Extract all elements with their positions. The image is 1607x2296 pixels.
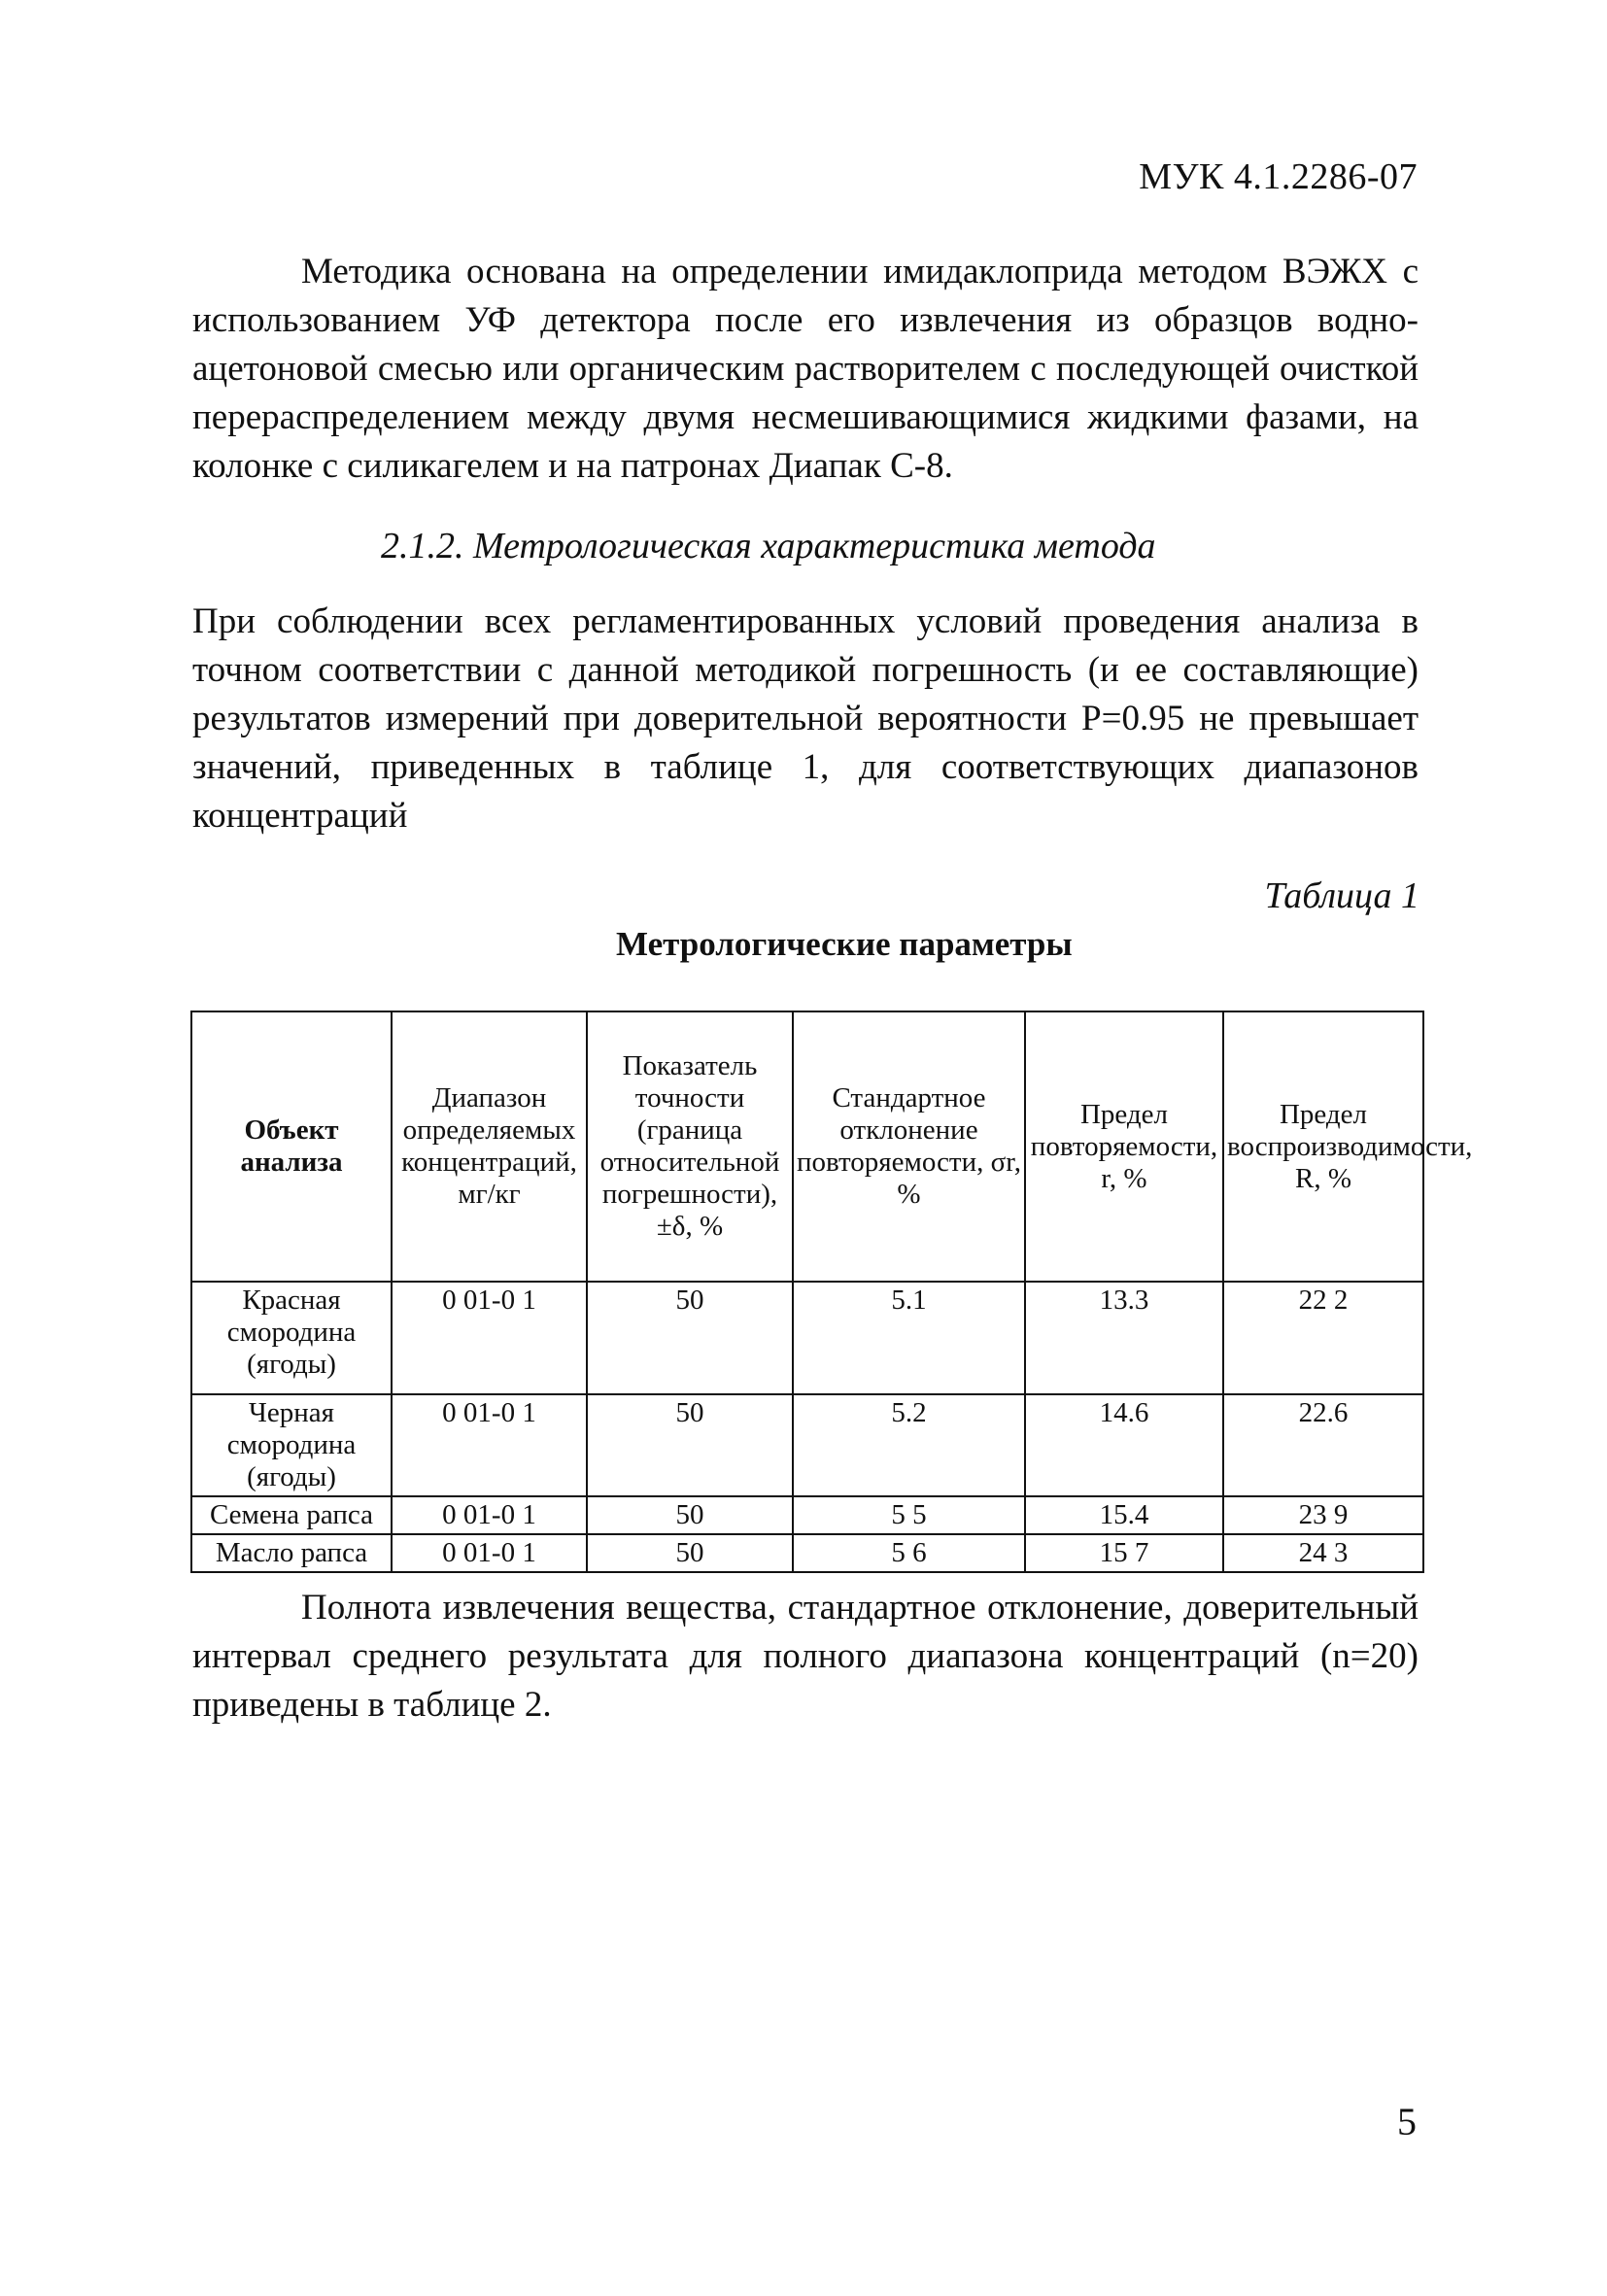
cell-object: Масло рапса [191, 1534, 392, 1572]
cell-repeat-limit: 14.6 [1025, 1394, 1223, 1496]
cell-reprod-limit: 23 9 [1223, 1496, 1423, 1534]
cell-range: 0 01-0 1 [392, 1282, 587, 1394]
table-row [191, 1534, 1423, 1572]
cell-range: 0 01-0 1 [392, 1534, 587, 1572]
metrological-parameters-table [190, 1011, 1473, 1573]
header-object: Объект анализа [191, 1011, 392, 1282]
cell-accuracy: 50 [587, 1534, 793, 1572]
cell-reprod-limit: 22.6 [1223, 1394, 1423, 1496]
cell-accuracy: 50 [587, 1394, 793, 1496]
recovery-paragraph: Полнота извлечения вещества, стандартное отклонение, доверительный интервал среднего результата для полного диапазона концентраций (n=20) приведены в таблице 2. [192, 1588, 1419, 1725]
conditions-paragraph: При соблюдении всех регламентированных условий проведения анализа в точном соответствии с данной методикой погрешность (и ее составляющие) результатов измерений при доверительной вероятности Р=0.95 не превышает значений, приведенных в таблице 1, для соответствующих диапазонов концентраций [192, 601, 1419, 836]
header-reprod-limit: Предел воспроизводимости, R, % [1223, 1011, 1423, 1282]
cell-reprod-limit: 24 3 [1223, 1534, 1423, 1572]
table-header-row [191, 1011, 1423, 1282]
table-title: Метрологические параметры [616, 925, 1073, 963]
table-row [191, 1282, 1423, 1394]
cell-object: Черная смородина (ягоды) [191, 1394, 392, 1496]
cell-repeat-limit: 15.4 [1025, 1496, 1223, 1534]
table-row [191, 1394, 1423, 1496]
table-row [191, 1496, 1423, 1534]
page-number: 5 [1397, 2100, 1417, 2143]
cell-std-dev: 5 6 [793, 1534, 1025, 1572]
header-repeat-limit: Предел повторяемости, r, % [1025, 1011, 1223, 1282]
header-range: Диапазон определяемых концентраций, мг/кг [392, 1011, 587, 1282]
cell-std-dev: 5 5 [793, 1496, 1025, 1534]
cell-range: 0 01-0 1 [392, 1394, 587, 1496]
cell-range: 0 01-0 1 [392, 1496, 587, 1534]
cell-accuracy: 50 [587, 1496, 793, 1534]
method-description-paragraph: Методика основана на определении имидаклоприда методом ВЭЖХ с использованием УФ детектора после его извлечения из образцов водно-ацетоновой смесью или органическим растворителем с последующей очисткой перераспределением между двумя несмешивающимися жидкими фазами, на колонке с силикагелем и на патронах Диапак С-8. [192, 252, 1419, 486]
cell-object: Красная смородина (ягоды) [191, 1282, 392, 1394]
header-std-dev: Стандартное отклонение повторяемости, σr, % [793, 1011, 1025, 1282]
document-code: МУК 4.1.2286-07 [1139, 156, 1418, 197]
cell-repeat-limit: 15 7 [1025, 1534, 1223, 1572]
table-number: Таблица 1 [1264, 875, 1419, 916]
cell-std-dev: 5.1 [793, 1282, 1025, 1394]
cell-std-dev: 5.2 [793, 1394, 1025, 1496]
section-title: 2.1.2. Метрологическая характеристика метода [381, 526, 1156, 566]
cell-reprod-limit: 22 2 [1223, 1282, 1423, 1394]
cell-repeat-limit: 13.3 [1025, 1282, 1223, 1394]
header-accuracy: Показатель точности (граница относительной погрешности), ±δ, % [587, 1011, 793, 1282]
cell-object: Семена рапса [191, 1496, 392, 1534]
cell-accuracy: 50 [587, 1282, 793, 1394]
